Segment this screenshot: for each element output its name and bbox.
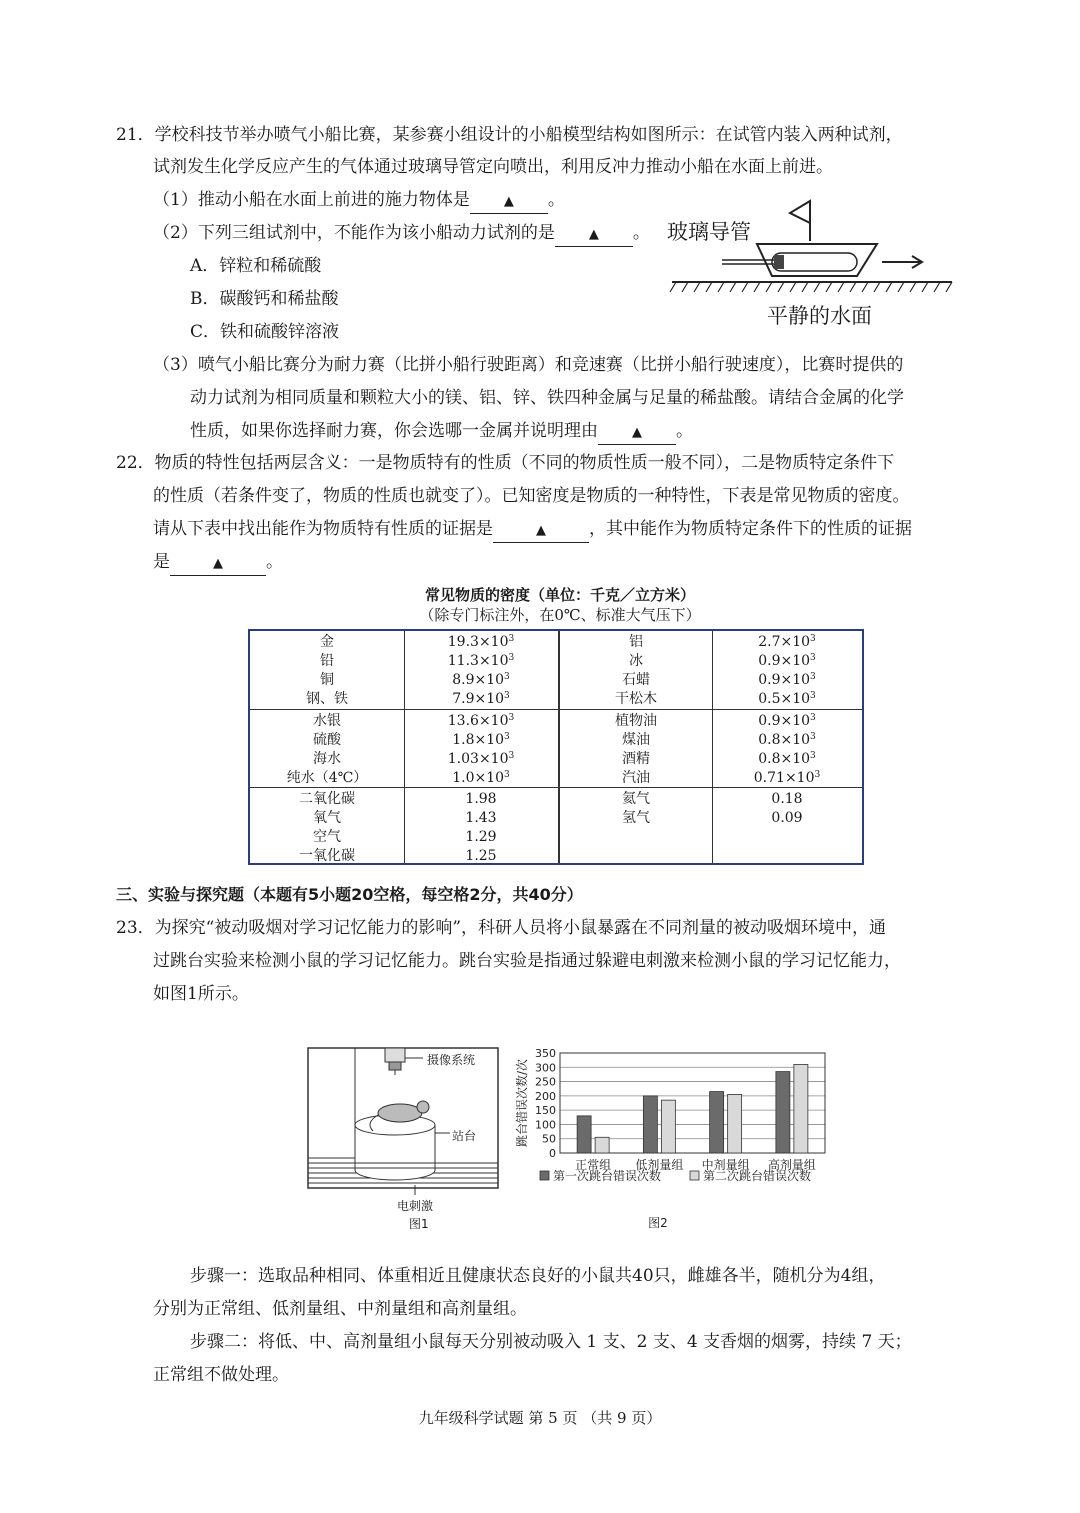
bar-second-attempt <box>661 1100 675 1153</box>
q21-option-b: B．碳酸钙和稀盐酸 <box>190 289 339 309</box>
bar-first-attempt <box>643 1096 657 1153</box>
density-value-cell: 1.29 <box>465 829 497 845</box>
water-surface-label: 平静的水面 <box>767 304 872 328</box>
exponent: 3 <box>810 691 816 701</box>
substance-name-cell: 纯水（4℃） <box>286 770 368 786</box>
y-tick-label: 250 <box>535 1075 556 1089</box>
exponent: 3 <box>810 672 816 682</box>
q21-part3-line2: 动力试剂为相同质量和颗粒大小的镁、铝、锌、铁四种金属与足量的稀盐酸。请结合金属的化学 <box>190 388 904 408</box>
q22-line4-text: 是 <box>153 552 170 572</box>
blank-marker: ▲ <box>588 227 599 242</box>
y-axis-label: 跳台错误次数/次 <box>515 1058 529 1148</box>
exponent: 3 <box>508 713 515 723</box>
substance-name-cell: 冰 <box>629 653 643 669</box>
water-hatching <box>670 282 952 292</box>
exponent: 3 <box>504 770 510 780</box>
q21-part1-text: （1）推动小船在水面上前进的施力物体是 <box>153 190 470 210</box>
q22-line2: 的性质（若条件变了，物质的性质也就变了）。已知密度是物质的一种特性，下表是常见物质的密度。 <box>153 486 910 506</box>
y-tick-label: 100 <box>535 1118 556 1132</box>
q23-step1-line2: 分别为正常组、低剂量组、中剂量组和高剂量组。 <box>153 1299 527 1319</box>
bar-second-attempt <box>794 1064 808 1153</box>
exponent: 3 <box>508 751 515 761</box>
density-value-cell: $13.6\times 10^3$ <box>447 713 515 729</box>
q22-line4 <box>153 551 283 576</box>
substance-name-cell: 铜 <box>320 672 334 688</box>
substance-name-cell: 氧气 <box>313 810 341 826</box>
substance-name-cell: 植物油 <box>615 713 657 729</box>
density-table-caption <box>360 585 760 625</box>
exponent: 3 <box>810 713 816 723</box>
density-value-cell: $0.9\times 10^3$ <box>758 672 816 688</box>
camera-icon <box>385 1048 405 1062</box>
density-value-cell: $1.8\times 10^3$ <box>452 732 510 748</box>
substance-name-cell: 石蜡 <box>622 672 650 688</box>
answer-blank-q22-1[interactable] <box>493 518 589 543</box>
bar-second-attempt <box>595 1137 609 1153</box>
section-three-heading: 三、实验与探究题（本题有5小题20空格，每空格2分，共40分） <box>116 885 583 904</box>
density-value-cell: 0.09 <box>771 810 803 826</box>
density-table <box>248 629 864 865</box>
density-value-cell: $8.9\times 10^3$ <box>452 672 510 688</box>
left-values-column <box>404 631 558 863</box>
density-table-title: 常见物质的密度（单位：千克／立方米） <box>424 586 695 604</box>
figure-1-caption: 图1 <box>409 1217 429 1231</box>
q21-part3-end: 。 <box>676 421 693 441</box>
left-names-column <box>250 631 404 863</box>
substance-name-cell: 汽油 <box>622 770 650 786</box>
camera-system-label: 摄像系统 <box>427 1053 476 1067</box>
density-value-cell: 1.98 <box>465 791 497 807</box>
y-tick-label: 150 <box>535 1104 556 1118</box>
density-table-subtitle: （除专门标注外，在0℃、标准大气压下） <box>419 606 701 624</box>
substance-name-cell: 酒精 <box>622 751 650 767</box>
q21-part3-line1: （3）喷气小船比赛分为耐力赛（比拼小船行驶距离）和竞速赛（比拼小船行驶速度），比赛时提供的 <box>153 355 904 375</box>
flag <box>790 201 810 223</box>
q21-part2 <box>153 222 650 247</box>
mouse-icon <box>378 1104 422 1122</box>
answer-blank-q21-2[interactable] <box>555 222 633 247</box>
density-value-cell: $0.9\times 10^3$ <box>758 713 816 729</box>
substance-name-cell: 水银 <box>313 713 341 729</box>
substance-name-cell: 铝 <box>629 634 643 650</box>
test-tube-icon <box>772 253 857 271</box>
answer-blank-q21-3[interactable] <box>598 420 676 445</box>
platform-label: 站台 <box>452 1129 477 1143</box>
figure-2-bar-chart <box>510 1045 830 1235</box>
legend-swatch <box>540 1171 549 1180</box>
substance-name-cell: 空气 <box>313 829 341 845</box>
q22-line3-rest: ，其中能作为物质特定条件下的性质的证据 <box>589 519 912 539</box>
q21-part3-line3 <box>190 420 693 445</box>
density-value-cell: 0.18 <box>771 791 803 807</box>
q21-part3-text: 性质，如果你选择耐力赛，你会选哪一金属并说明理由 <box>190 421 598 441</box>
density-value-cell: $0.9\times 10^3$ <box>758 653 816 669</box>
density-value-cell: $19.3\times 10^3$ <box>447 634 515 650</box>
substance-name-cell: 金 <box>320 634 334 650</box>
density-value-cell: 1.43 <box>465 810 497 826</box>
blank-marker: ▲ <box>503 194 514 209</box>
q21-line2: 试剂发生化学反应产生的气体通过玻璃导管定向喷出，利用反冲力推动小船在水面上前进。 <box>153 157 833 177</box>
substance-name-cell: 钢、铁 <box>306 691 348 707</box>
legend-label: 第一次跳台错误次数 <box>553 1169 662 1183</box>
substance-name-cell: 干松木 <box>615 691 657 707</box>
q21-part2-end: 。 <box>632 223 650 243</box>
bar-second-attempt <box>728 1094 742 1153</box>
x-category-label: 高剂量组 <box>767 1158 816 1172</box>
density-value-cell: $7.9\times 10^3$ <box>452 691 510 707</box>
q22-line4-end: 。 <box>266 552 283 572</box>
blank-marker: ▲ <box>536 523 546 538</box>
legend-swatch <box>690 1171 699 1180</box>
boat-diagram <box>662 196 962 331</box>
exponent: 3 <box>810 751 816 761</box>
density-value-cell: $0.8\times 10^3$ <box>758 732 816 748</box>
blank-marker: ▲ <box>213 556 223 571</box>
q23-step2-line2: 正常组不做处理。 <box>153 1365 289 1385</box>
q23-line1: 23．为探究“被动吸烟对学习记忆能力的影响”，科研人员将小鼠暴露在不同剂量的被动吸烟环境中，通 <box>116 918 887 938</box>
y-tick-label: 350 <box>535 1047 556 1060</box>
exponent: 3 <box>504 691 510 701</box>
right-names-column <box>560 631 712 863</box>
y-tick-label: 50 <box>542 1132 556 1146</box>
q23-step2-line1: 步骤二：将低、中、高剂量组小鼠每天分别被动吸入 1 支、2 支、4 支香烟的烟雾，持续 7 天； <box>190 1332 912 1352</box>
exponent: 3 <box>810 634 816 644</box>
legend-label: 第二次跳台错误次数 <box>703 1169 812 1183</box>
q23-line2: 过跳台实验来检测小鼠的学习记忆能力。跳台实验是指通过躲避电刺激来检测小鼠的学习记忆能力， <box>153 951 901 971</box>
q21-line1: 21．学校科技节举办喷气小船比赛，某参赛小组设计的小船模型结构如图所示：在试管内装入两种试剂， <box>116 125 903 145</box>
density-value-cell: $0.71\times 10^3$ <box>753 770 821 786</box>
blank-marker: ▲ <box>632 425 642 440</box>
q21-part1-end: 。 <box>547 190 565 210</box>
density-value-cell: $11.3\times 10^3$ <box>447 653 515 669</box>
bar-first-attempt <box>577 1116 591 1153</box>
chart-svg <box>510 1045 830 1235</box>
x-category-label: 中剂量组 <box>701 1158 750 1172</box>
exponent: 3 <box>810 732 816 742</box>
y-tick-label: 300 <box>535 1061 556 1075</box>
q22-line3-text: 请从下表中找出能作为物质特有性质的证据是 <box>153 519 493 539</box>
figure-1-jump-platform <box>305 1045 505 1235</box>
substance-name-cell: 铅 <box>320 653 334 669</box>
density-value-cell: $0.8\times 10^3$ <box>758 751 816 767</box>
q21-part2-text: （2）下列三组试剂中，不能作为该小船动力试剂的是 <box>153 223 555 243</box>
density-value-cell: $0.5\times 10^3$ <box>758 691 816 707</box>
x-category-label: 低剂量组 <box>635 1158 684 1172</box>
q22-line1: 22．物质的特性包括两层含义：一是物质特有的性质（不同的物质性质一般不同），二是物质特定条件下 <box>116 453 895 473</box>
y-tick-label: 0 <box>549 1147 556 1160</box>
exponent: 3 <box>810 653 816 663</box>
answer-blank-q21-1[interactable] <box>470 189 548 214</box>
substance-name-cell: 二氧化碳 <box>299 791 355 807</box>
glass-tube-label: 玻璃导管 <box>667 220 751 244</box>
exponent: 3 <box>508 653 515 663</box>
q22-line3 <box>153 518 912 543</box>
substance-name-cell: 硫酸 <box>313 732 341 748</box>
x-category-label: 正常组 <box>575 1158 612 1172</box>
q21-part1 <box>153 189 565 214</box>
bar-first-attempt <box>776 1072 790 1153</box>
electric-shock-label: 电刺激 <box>397 1199 434 1213</box>
substance-name-cell: 煤油 <box>622 732 650 748</box>
bar-first-attempt <box>710 1092 724 1153</box>
exponent: 3 <box>508 634 515 644</box>
density-value-cell: 1.25 <box>465 848 497 864</box>
exponent: 3 <box>504 672 510 682</box>
exponent: 3 <box>814 770 821 780</box>
density-value-cell: $1.0\times 10^3$ <box>452 770 510 786</box>
right-values-column <box>712 631 862 863</box>
stopper <box>774 255 784 269</box>
q23-line3: 如图1所示。 <box>153 984 249 1004</box>
figure-2-caption: 图2 <box>648 1216 668 1230</box>
substance-name-cell: 氦气 <box>622 791 650 807</box>
q23-step1-line1: 步骤一：选取品种相同、体重相近且健康状态良好的小鼠共40只，雌雄各半，随机分为4组， <box>190 1266 886 1286</box>
substance-name-cell: 一氧化碳 <box>299 848 355 864</box>
q21-option-a: A．锌粒和稀硫酸 <box>190 256 322 276</box>
substance-name-cell: 氢气 <box>622 810 650 826</box>
page-footer: 九年级科学试题 第 5 页 （共 9 页） <box>418 1409 662 1427</box>
density-value-cell: $2.7\times 10^3$ <box>758 634 816 650</box>
substance-name-cell: 海水 <box>313 751 341 767</box>
y-tick-label: 200 <box>535 1089 556 1103</box>
exponent: 3 <box>504 732 510 742</box>
q21-option-c: C．铁和硫酸锌溶液 <box>190 322 340 342</box>
density-value-cell: $1.03\times 10^3$ <box>447 751 515 767</box>
answer-blank-q22-2[interactable] <box>170 551 266 576</box>
